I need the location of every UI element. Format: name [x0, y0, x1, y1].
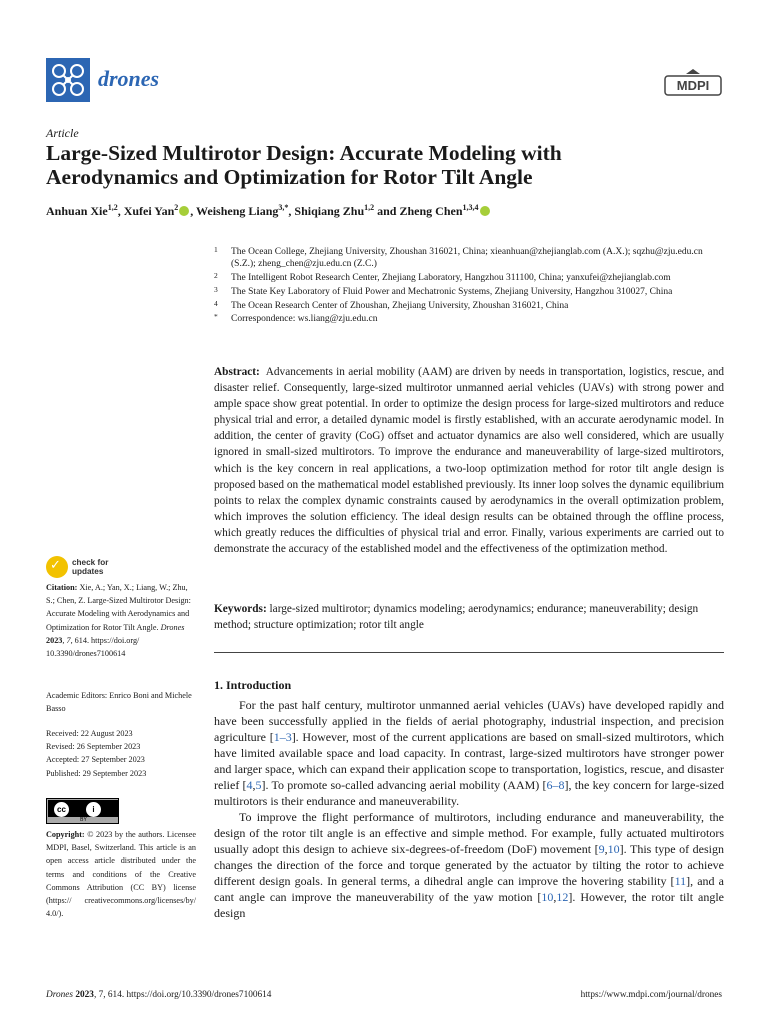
author-list	[46, 203, 726, 219]
abstract-text: Advancements in aerial mobility (AAM) are driven by needs in transportation, logistics, rescue, and disaster relief. Consequently, large-sized multirotor unmanned aerial vehicles (UAVs) with strong power and ample space show great potential. In order to optimize the design process for large-sized multirotors and reduce physical trial and error, a detailed dynamic model is firstly established, with an accurate aerodynamic model. In addition, the center of gravity (CoG) offset and actuator dynamics are also well considered, which are usually ignored in small-sized multirotors. To improve the endurance and maneuverability of large-sized multirotors, which is the key concern in real applications, a two-loop optimization method for rotor tilt angle design is proposed based on the mathematical model established previously. Its inner loop solves the dynamic equilibrium points to relax the complex dynamic constraints caused by aerodynamics in the overall optimization problem, which improves the solution efficiency. The ideal design results can be obtained through the offline process, which greatly reduces the difficulties of physical trial and error. Finally, various experiments are carried out to demonstrate the accuracy of the established model and the effectiveness of the optimization method.	[214, 366, 724, 556]
affiliation-item	[214, 300, 724, 312]
journal-header	[46, 58, 722, 102]
cc-icon: cc	[54, 802, 69, 817]
divider	[214, 652, 724, 653]
received-date: Received: 22 August 2023	[46, 729, 133, 738]
author-name: Zheng Chen	[399, 204, 463, 218]
footer-journal: Drones	[46, 990, 74, 1000]
published-date: Published: 29 September 2023	[46, 768, 147, 778]
citation-text: Xie, A.; Yan, X.; Liang, W.; Zhu, S.; Chen, Z. Large-Sized Multirotor Design: Accurate Modeling with Aerodynamics and Optimization for Rotor Tilt Angle.	[46, 583, 191, 632]
title-line: Aerodynamics and Optimization for Rotor Tilt Angle	[46, 165, 533, 189]
by-label: BY	[80, 817, 87, 823]
attribution-icon: i	[86, 802, 101, 817]
affiliation-text: The State Key Laboratory of Fluid Power and Mechatronic Systems, Zhejiang University, Hangzhou 310027, China	[231, 286, 673, 297]
citation-link[interactable]: 12	[556, 890, 569, 904]
citation-volume: 7	[66, 635, 71, 645]
author-name: Weisheng Liang	[196, 204, 279, 218]
check-line: updates	[72, 567, 104, 576]
abstract	[214, 364, 724, 557]
citation-link[interactable]: 9	[598, 842, 605, 856]
citation-doi[interactable]: , 614. https://doi.org/ 10.3390/drones7100614	[46, 635, 140, 659]
author-name: Shiqiang Zhu	[294, 204, 365, 218]
revised-date: Revised: 26 September 2023	[46, 742, 141, 752]
check-line: check for	[72, 558, 109, 567]
affiliations	[214, 246, 724, 327]
citation-link[interactable]: 10	[607, 842, 620, 856]
title-line: Large-Sized Multirotor Design: Accurate Modeling with	[46, 141, 562, 165]
paragraph: To improve the flight performance of multirotors, including endurance and maneuverability, the design of the rotor tilt angle is an effective and simple method. For example, fully actuated multirotors usually adopt this design to achieve six-degrees-of-freedom (DoF) movement [9,10]. This type of design changes the direction of the force and torque generated by the actuator by tilting the rotor to achieve different design goals. In general terms, a dihedral angle can improve the hovering stability [11], and a cant angle can improve the maneuverability of the yaw motion [10,12]. However, the rotor tilt angle design	[214, 810, 724, 920]
author-affiliation-sup: 1,3,4	[462, 203, 479, 212]
affiliation-text: The Ocean College, Zhejiang University, Zhoushan 316021, China; xieanhuan@zhejianglab.com (A.X.); sqzhu@zju.edu.cn (S.Z.); zheng_chen@zju.edu.cn (Z.C.)	[231, 247, 703, 270]
author-separator: and	[374, 204, 400, 218]
checkmark-icon: ✓	[46, 556, 68, 578]
affiliation-item	[214, 272, 724, 284]
affiliation-text: The Ocean Research Center of Zhoushan, Zhejiang University, Zhoushan 316021, China	[231, 300, 569, 311]
citation-label: Citation:	[46, 583, 78, 592]
drones-logo-icon	[46, 58, 90, 102]
affiliation-number: 1	[214, 245, 218, 254]
author-name: Xufei Yan	[123, 204, 175, 218]
paper-title	[46, 141, 726, 189]
affiliation-item	[214, 246, 724, 271]
citation-link[interactable]: 4	[246, 778, 253, 792]
academic-editors: Academic Editors: Enrico Boni and Michele Basso	[46, 691, 192, 714]
keywords-text: large-sized multirotor; dynamics modeling; aerodynamics; endurance; maneuverability; design method; structure optimization; rotor tilt angle	[214, 603, 699, 632]
affiliation-text: Correspondence: ws.liang@zju.edu.cn	[231, 314, 378, 325]
cc-by-license-icon[interactable]	[46, 798, 119, 824]
author-affiliation-sup: 2	[174, 203, 179, 212]
affiliation-item	[214, 313, 724, 325]
author-separator: ,	[190, 204, 197, 218]
affiliation-item	[214, 286, 724, 298]
orcid-icon[interactable]	[179, 206, 189, 216]
citation-link[interactable]: 10	[541, 890, 554, 904]
author-affiliation-sup: 1,2	[107, 203, 118, 212]
author-separator: ,	[117, 204, 124, 218]
affiliation-text: The Intelligent Robot Research Center, Zhejiang Laboratory, Hangzhou 311100, China; yanxufei@zhejianglab.com	[231, 273, 671, 284]
copyright-text: © 2023 by the authors. Licensee MDPI, Basel, Switzerland. This article is an open access article distributed under the terms and conditions of the Creative Commons Attribution (CC BY) license (https:// creativecommons.org/licenses/by/ 4.0/).	[46, 830, 197, 919]
footer-doi[interactable]: , 7, 614. https://doi.org/10.3390/drones7100614	[93, 990, 272, 1000]
footer-url[interactable]: https://www.mdpi.com/journal/drones	[580, 990, 722, 1000]
citation: Citation: Xie, A.; Yan, X.; Liang, W.; Zhu, S.; Chen, Z. Large-Sized Multirotor Design: Accurate Modeling with Aerodynamics and Optimization for Rotor Tilt Angle. Drones 2023, 7, 614. https://doi.org/ 10.3390/drones7100614	[46, 583, 191, 659]
paragraph: For the past half century, multirotor unmanned aerial vehicles (UAVs) have developed rapidly and have been successfully applied in the fields of aerial photography, industrial inspection, and precision agriculture [1–3]. However, most of the current applications are based on small-sized multirotors, which have limited available space and load capacity. In contrast, large-sized multirotors have stronger power and larger space, which can expand their application scope to transportation, logistics, rescue, and disaster relief [4,5]. To promote so-called advancing aerial mobility (AAM) [6–8], the key concern for large-sized multirotors is their endurance and maneuverability.	[214, 698, 725, 808]
orcid-icon[interactable]	[480, 206, 490, 216]
accepted-date: Accepted: 27 September 2023	[46, 755, 145, 765]
affiliation-number: *	[214, 312, 218, 322]
article-type: Article	[46, 126, 79, 140]
introduction-text	[214, 697, 724, 921]
footer-year: 2023	[75, 990, 94, 1000]
citation-link[interactable]: 11	[674, 874, 687, 888]
citation-link[interactable]: 5	[255, 778, 262, 792]
author-affiliation-sup: 1,2	[364, 203, 375, 212]
author-name: Anhuan Xie	[46, 204, 108, 218]
abstract-label: Abstract:	[214, 366, 260, 378]
dates	[46, 727, 196, 780]
author-affiliation-sup: 3,*	[278, 203, 289, 212]
citation-journal: Drones	[160, 622, 185, 632]
check-for-updates-button[interactable]	[46, 556, 116, 578]
citation-link[interactable]: 6–8	[546, 778, 565, 792]
citation-link[interactable]: 1–3	[273, 730, 292, 744]
section-heading: 1. Introduction	[214, 678, 292, 692]
journal-name: drones	[98, 66, 160, 91]
keywords-label: Keywords:	[214, 603, 267, 615]
mdpi-logo-icon	[664, 68, 722, 96]
affiliation-number: 4	[214, 298, 218, 308]
copyright-notice	[46, 828, 196, 920]
copyright-label: Copyright:	[46, 830, 85, 839]
author-separator: ,	[288, 204, 295, 218]
citation-year: 2023	[46, 635, 63, 645]
keywords	[214, 601, 724, 633]
affiliation-number: 3	[214, 284, 218, 294]
affiliation-number: 2	[214, 271, 218, 281]
mdpi-logo-text: MDPI	[676, 78, 710, 93]
